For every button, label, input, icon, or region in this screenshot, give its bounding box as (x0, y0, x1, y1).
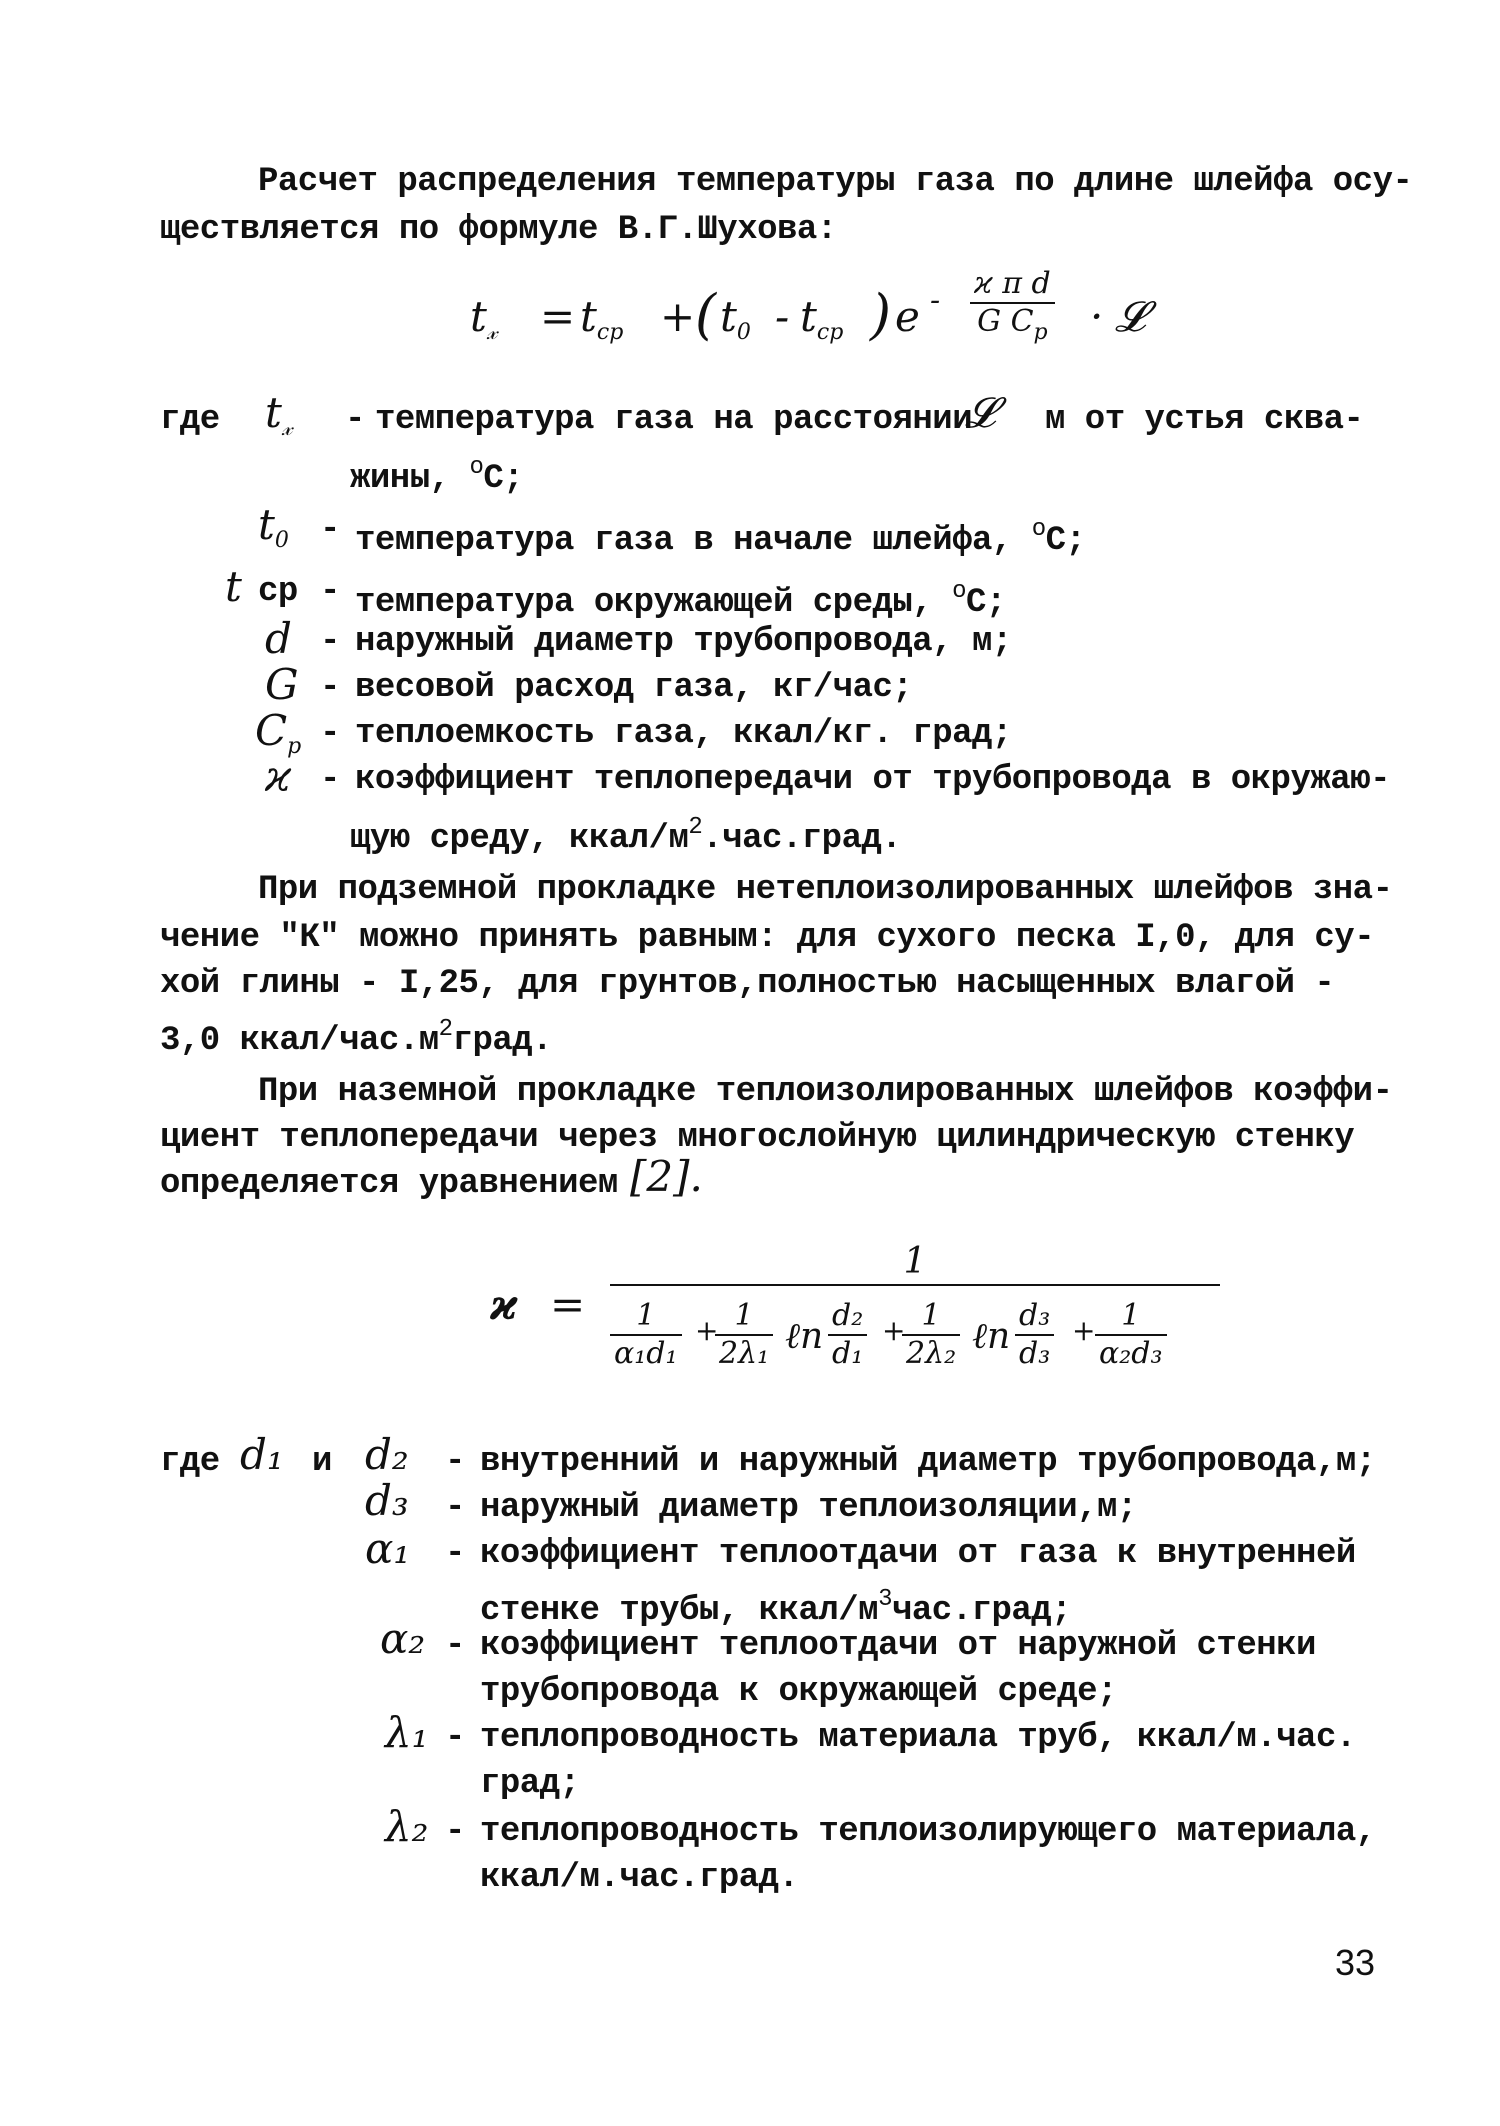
def-symbol-tcp: t (225, 562, 242, 611)
intro-line-2: ществляется по формуле В.Г.Шухова: (160, 211, 837, 249)
formula-tx: $t_𝓍$ (470, 292, 498, 345)
def2-text-alpha2-cont: трубопровода к окружающей среде; (480, 1673, 1117, 1711)
def-text-d: наружный диаметр трубопровода, м; (355, 623, 1012, 661)
def2-text-lambda2: теплопроводность теплоизолирующего материала, (480, 1813, 1376, 1851)
def-text-tcp: температура окружающей среды, $^о$С; (355, 578, 1006, 622)
k-formula-equals: = (550, 1280, 586, 1329)
def2-symbol-lambda1: λ₁ (385, 1708, 429, 1757)
k-term-3: $\frac{\text{d₂}}{\text{d₁}}$ (828, 1298, 867, 1372)
formula-t0: $t_0$ (720, 292, 751, 345)
formula-minus: - (775, 292, 790, 341)
def2-text-d3: наружный диаметр теплоизоляции,м; (480, 1489, 1137, 1527)
k-formula-numerator: 1 (610, 1240, 1220, 1286)
def-dash: - (445, 1535, 465, 1573)
def-text-Cp: теплоемкость газа, ккал/кг. град; (355, 715, 1012, 753)
para2-line-1: При подземной прокладке нетеплоизолированных шлейфов зна- (258, 871, 1393, 909)
k-plus-2: + (882, 1314, 906, 1347)
def-symbol-K: ϰ (265, 752, 292, 801)
intro-line-1: Расчет распределения температуры газа по длине шлейфа осу- (258, 163, 1413, 201)
def2-symbol-d3: d₃ (365, 1476, 409, 1525)
formula-e: e (895, 292, 920, 341)
k-term-2: $\frac{1}{\text{2λ₁}}$ (715, 1298, 773, 1372)
def2-text-alpha2: коэффициент теплоотдачи от наружной стенки (480, 1627, 1316, 1665)
def2-symbol-alpha2: α₂ (380, 1614, 426, 1663)
k-ln-2: ℓn (972, 1316, 1011, 1357)
def2-symbol-d1: d₁ (240, 1430, 284, 1479)
def2-text-d1d2: внутренний и наружный диаметр трубопровода,м; (480, 1443, 1376, 1481)
k-term-6: $\frac{1}{\text{α₂d₃}}$ (1095, 1298, 1167, 1372)
para3-reference: [2]. (630, 1152, 703, 1201)
formula-L: 𝓛 (1115, 292, 1146, 341)
def2-text-lambda2-cont: ккал/м.час.град. (480, 1859, 799, 1897)
def-text-K: коэффициент теплопередачи от трубопровода в окружаю- (355, 761, 1390, 799)
formula-paren-open: ( (695, 283, 717, 346)
def2-symbol-d2: d₂ (365, 1430, 409, 1479)
def2-text-alpha1-cont: стенке трубы, ккал/$м^3час.град$; (480, 1586, 1072, 1630)
def-text-t0: температура газа в начале шлейфа, $^о$С; (355, 516, 1086, 560)
defs2-and: и (312, 1443, 332, 1481)
formula-exponent-fraction (970, 266, 1055, 351)
def2-text-lambda1-cont: град; (480, 1765, 580, 1803)
k-formula (490, 1240, 1250, 1390)
def-text-K-cont: щую среду, ккал/$м^2.час.град$. (350, 814, 902, 858)
formula-paren-close: ) (870, 283, 892, 346)
def-symbol-Cp: $C_p$ (255, 706, 302, 759)
k-term-5: $\frac{\text{d₃}}{\text{d₃}}$ (1015, 1298, 1054, 1372)
def2-symbol-alpha1: α₁ (365, 1524, 411, 1573)
formula-equals: = (540, 292, 576, 341)
def-symbol-G: G (265, 660, 299, 709)
k-term-1: $\frac{1}{\text{α₁d₁}}$ (610, 1298, 682, 1372)
def-dash: - (445, 1719, 465, 1757)
formula-plus: + (660, 292, 696, 341)
para2-line-2: чение "К" можно принять равным: для сухого песка I,0, для су- (160, 919, 1375, 957)
para3-line-1: При наземной прокладке теплоизолированных шлейфов коэффи- (258, 1073, 1393, 1111)
para3-line-2: циент теплопередачи через многослойную цилиндрическую стенку (160, 1119, 1355, 1157)
def-symbol-t0: $t_0$ (258, 500, 289, 553)
def-dash: - (345, 401, 365, 439)
para2-line-3: хой глины - I,25, для грунтов,полностью насыщенных влагой - (160, 965, 1335, 1003)
def-text-tx: температура газа на расстоянии (375, 401, 973, 439)
page-number: 33 (1335, 1942, 1376, 1983)
def-text-G: весовой расход газа, кг/час; (355, 669, 913, 707)
formula-tcp-2: $t_{cp}$ (800, 292, 844, 345)
k-ln-1: ℓn (785, 1316, 824, 1357)
def-symbol-L: 𝓛 (965, 388, 996, 437)
def-dash: - (320, 623, 340, 661)
exponent-denominator: G $C_p$ (977, 304, 1048, 345)
def2-symbol-lambda2: λ₂ (385, 1802, 429, 1851)
formula-exp-sign: - (930, 283, 941, 318)
def-text-tx-cont: жины, $^о$С; (350, 454, 524, 498)
para3-line-3: определяется уравнением (160, 1165, 618, 1203)
def-text-tx-2: м от устья сква- (1045, 401, 1364, 439)
def-symbol-tx: $t_𝓍$ (265, 388, 293, 441)
defs2-where: где (160, 1443, 220, 1481)
def2-text-lambda1: теплопроводность материала труб, ккал/м.час. (480, 1719, 1356, 1757)
def2-text-alpha1: коэффициент теплоотдачи от газа к внутренней (480, 1535, 1356, 1573)
def-symbol-d: d (265, 614, 292, 663)
def-dash: - (445, 1443, 465, 1481)
formula-tcp: $t_{cp}$ (580, 292, 624, 345)
k-formula-main-fraction (610, 1240, 1220, 1286)
exponent-numerator: ϰ π d (970, 266, 1055, 304)
formula-dot: · (1090, 292, 1104, 341)
def-dash: - (320, 761, 340, 799)
shukhov-formula (470, 262, 1170, 372)
defs1-where: где (160, 401, 220, 439)
def-dash: - (320, 715, 340, 753)
def-dash: - (445, 1813, 465, 1851)
k-plus-1: + (695, 1314, 719, 1347)
k-plus-3: + (1072, 1314, 1096, 1347)
para2-line-4: 3,0 ккал/$час.м^2град$. (160, 1016, 553, 1060)
def-dash: - (320, 573, 340, 611)
def-dash: - (445, 1489, 465, 1527)
k-term-4: $\frac{1}{\text{2λ₂}}$ (902, 1298, 960, 1372)
def-symbol-tcp-label: ср (258, 573, 298, 611)
def-dash: - (320, 511, 340, 549)
def-dash: - (320, 669, 340, 707)
k-formula-lhs: ϰ (490, 1280, 518, 1329)
def-dash: - (445, 1627, 465, 1665)
